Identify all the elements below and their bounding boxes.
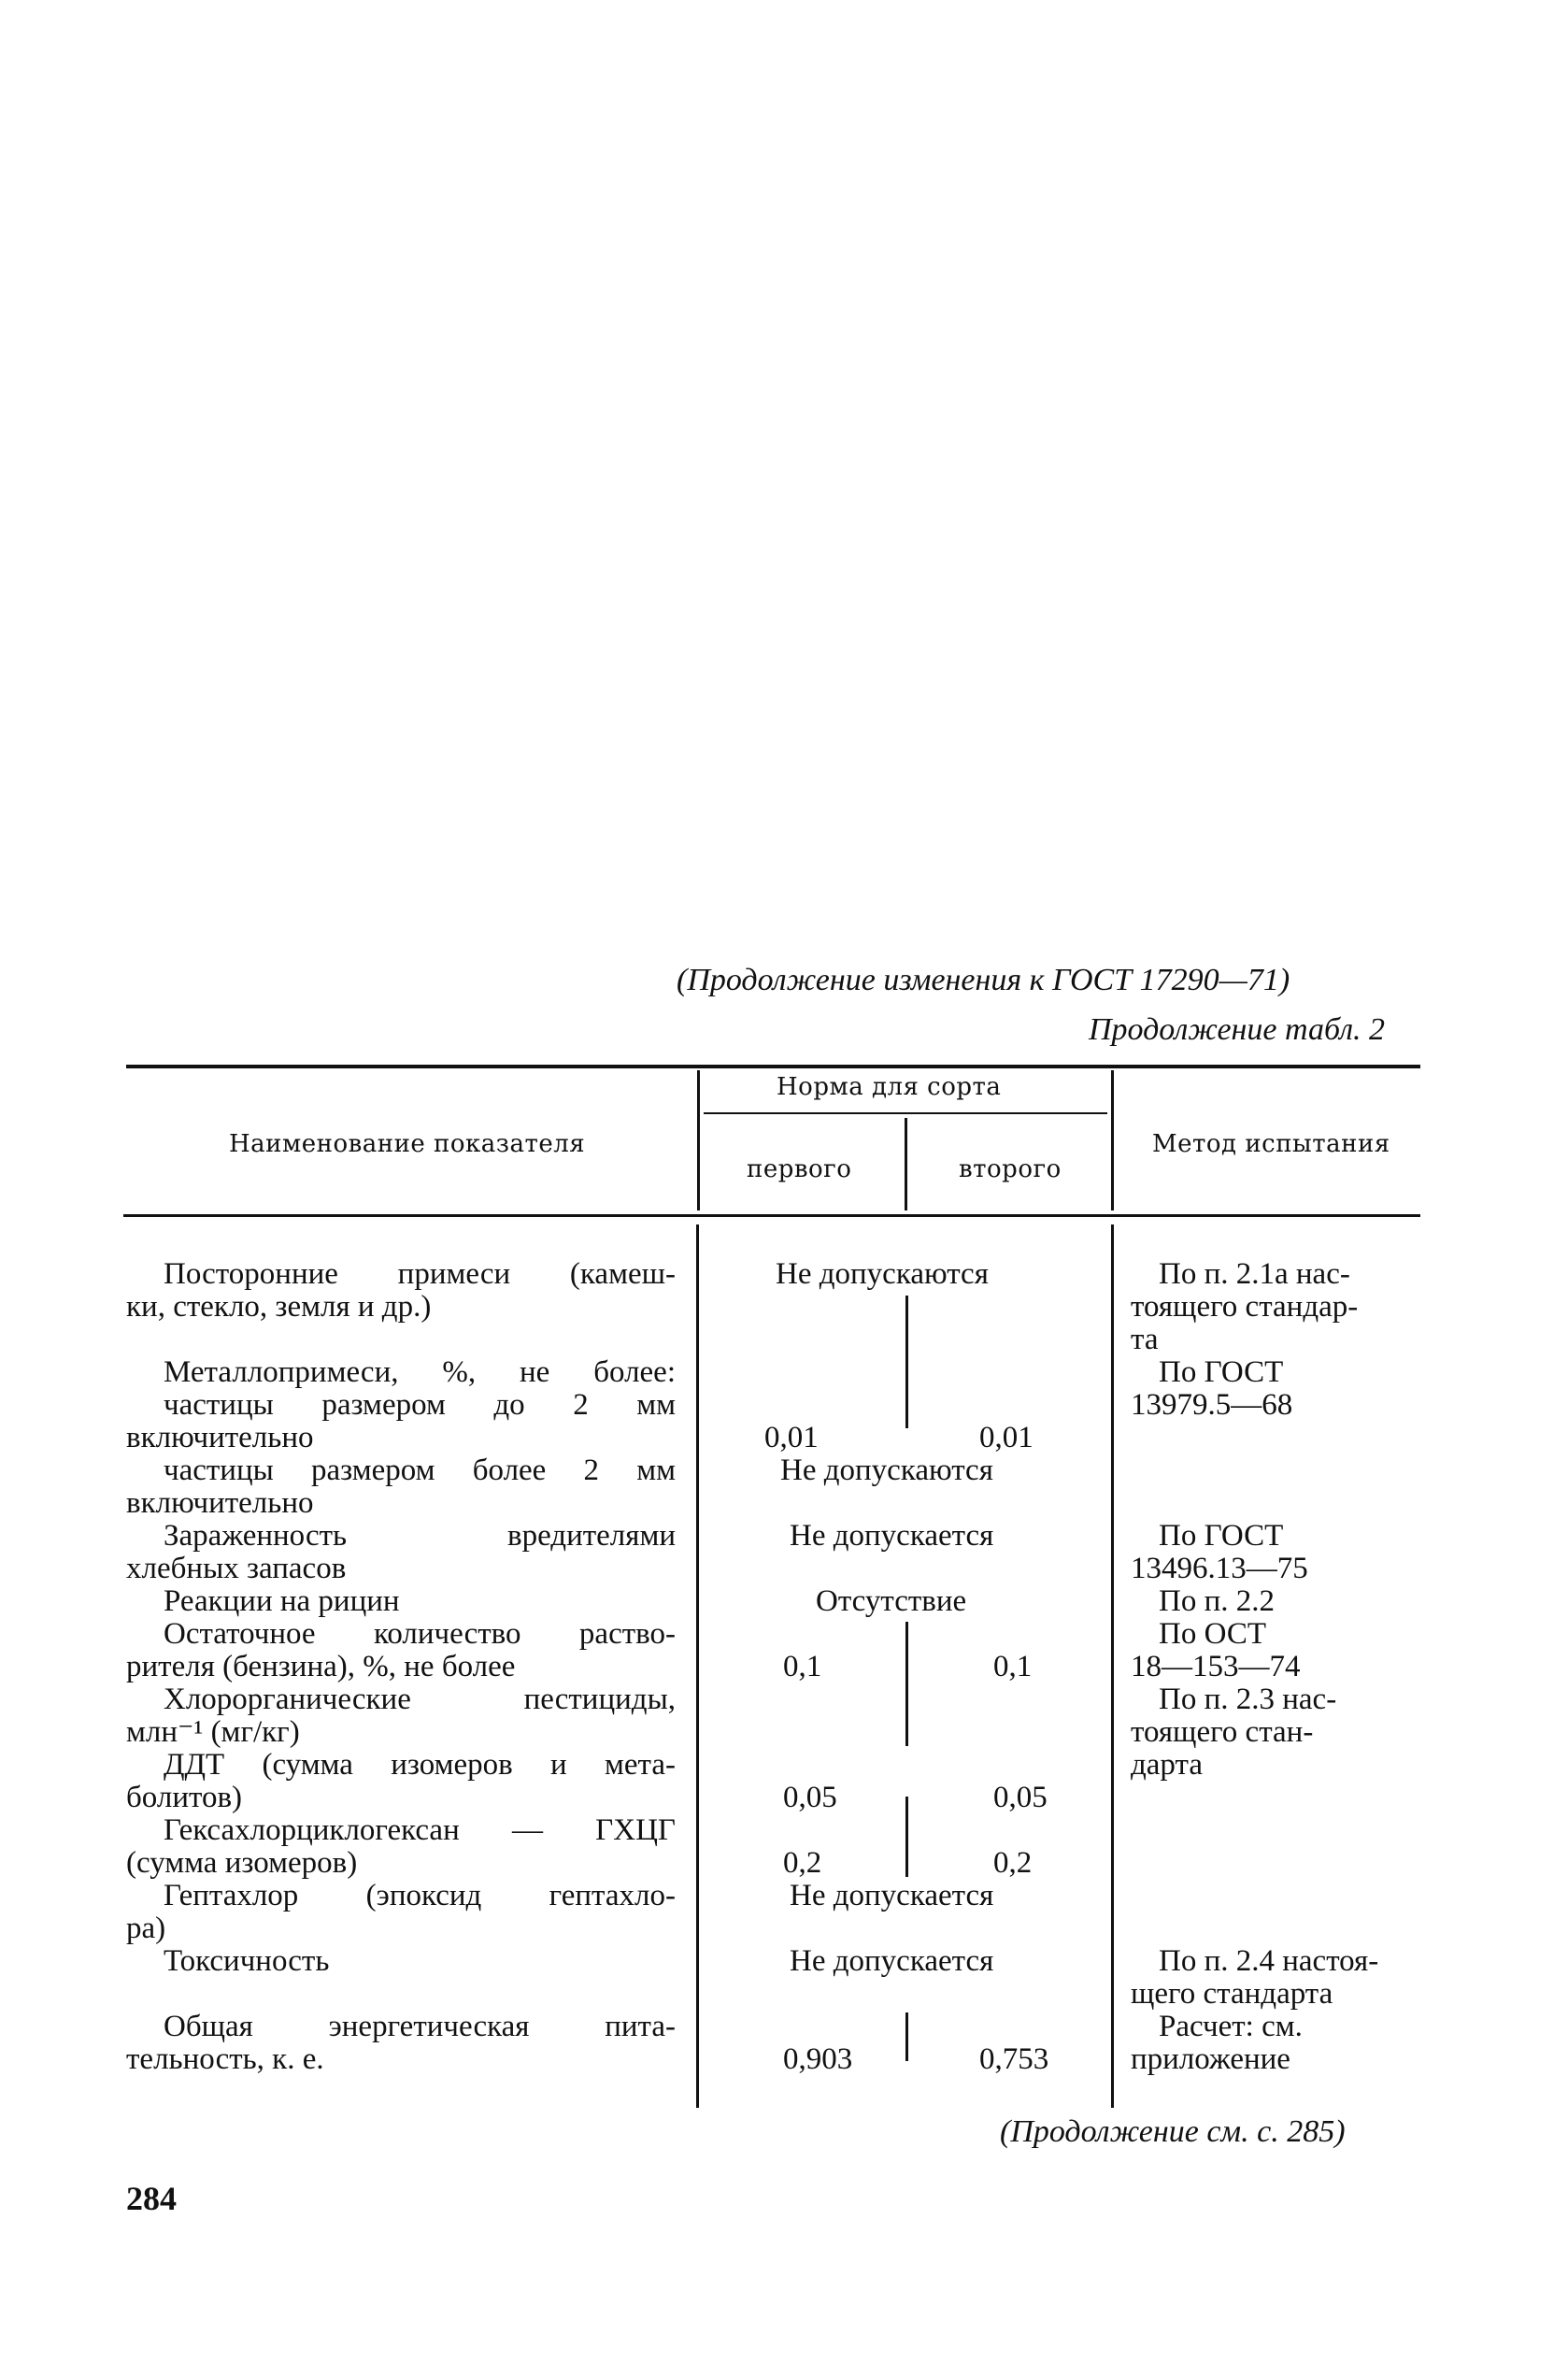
row-name-line: Посторонние примеси (камеш- xyxy=(164,1257,676,1291)
row-second-value: 0,2 xyxy=(993,1846,1033,1880)
row-method-line: 18—153—74 xyxy=(1131,1650,1301,1683)
mid-vline-1 xyxy=(905,1296,908,1428)
row-method-line: дарта xyxy=(1131,1748,1203,1782)
row-name-line: Металлопримеси, %, не более: xyxy=(164,1355,676,1389)
row-name-line: ки, стекло, земля и др.) xyxy=(126,1290,432,1324)
row-first-value: 0,903 xyxy=(783,2042,853,2076)
row-method-line: Расчет: см. xyxy=(1159,2010,1303,2043)
row-second-value: 0,05 xyxy=(993,1781,1048,1814)
row-method-line: По ГОСТ xyxy=(1159,1355,1284,1389)
continuation-title: (Продолжение изменения к ГОСТ 17290—71) xyxy=(677,963,1290,997)
row-second-value: 0,1 xyxy=(993,1650,1033,1683)
row-name-line: болитов) xyxy=(126,1781,243,1814)
table-continuation-label: Продолжение табл. 2 xyxy=(1089,1012,1386,1047)
row-method-line: тоящего стан- xyxy=(1131,1715,1314,1749)
row-name-line: частицы размером более 2 мм xyxy=(164,1454,676,1487)
row-norm-merged: Не допускаются xyxy=(776,1257,989,1291)
row-norm-merged: Не допускается xyxy=(790,1944,994,1978)
col-header-name: Наименование показателя xyxy=(229,1130,586,1158)
header-bottom-rule xyxy=(123,1214,1420,1217)
row-method-line: По п. 2.2 xyxy=(1159,1584,1275,1618)
row-name-line: рителя (бензина), %, не более xyxy=(126,1650,516,1683)
row-norm-merged: Не допускаются xyxy=(780,1454,993,1487)
row-name-line: Гептахлор (эпоксид гептахло- xyxy=(164,1879,676,1912)
row-name-line: ДДТ (сумма изомеров и мета- xyxy=(164,1748,676,1782)
row-method-line: приложение xyxy=(1131,2042,1290,2076)
row-name-line: включительно xyxy=(126,1486,314,1520)
row-method-line: По п. 2.4 настоя- xyxy=(1159,1944,1379,1978)
row-first-value: 0,05 xyxy=(783,1781,837,1814)
row-name-line: Остаточное количество раство- xyxy=(164,1617,676,1651)
header-vline-right xyxy=(1111,1070,1114,1210)
row-name-line: млн⁻¹ (мг/кг) xyxy=(126,1715,300,1749)
row-norm-merged: Не допускается xyxy=(790,1519,994,1553)
row-method-line: тоящего стандар- xyxy=(1131,1290,1359,1324)
mid-vline-3 xyxy=(905,1797,908,1877)
col-header-second: второго xyxy=(959,1155,1062,1183)
row-method-line: 13496.13—75 xyxy=(1131,1552,1308,1585)
col-header-norm: Норма для сорта xyxy=(777,1073,1002,1101)
row-method-line: По п. 2.1а нас- xyxy=(1159,1257,1350,1291)
row-name-line: Общая энергетическая пита- xyxy=(164,2010,676,2043)
row-norm-merged: Отсутствие xyxy=(816,1584,967,1618)
body-vline-left xyxy=(696,1224,699,2108)
row-method-line: щего стандарта xyxy=(1131,1977,1333,2011)
row-second-value: 0,753 xyxy=(979,2042,1049,2076)
mid-vline-4 xyxy=(905,2012,908,2061)
row-name-line: Токсичность xyxy=(164,1944,330,1978)
row-name-line: ра) xyxy=(126,1912,166,1945)
row-name-line: Хлорорганические пестициды, xyxy=(164,1683,676,1716)
row-method-line: По ОСТ xyxy=(1159,1617,1266,1651)
row-name-line: частицы размером до 2 мм xyxy=(164,1388,676,1422)
page-number: 284 xyxy=(126,2180,177,2217)
row-norm-merged: Не допускается xyxy=(790,1879,994,1912)
col-header-first: первого xyxy=(747,1155,852,1183)
row-first-value: 0,1 xyxy=(783,1650,822,1683)
header-vline-left xyxy=(697,1070,700,1210)
row-method-line: По ГОСТ xyxy=(1159,1519,1284,1553)
row-second-value: 0,01 xyxy=(979,1421,1033,1454)
row-name-line: Гексахлорциклогексан — ГХЦГ xyxy=(164,1813,676,1847)
header-vline-mid xyxy=(905,1118,907,1210)
row-method-line: 13979.5—68 xyxy=(1131,1388,1293,1422)
row-name-line: (сумма изомеров) xyxy=(126,1846,358,1880)
row-first-value: 0,2 xyxy=(783,1846,822,1880)
row-method-line: та xyxy=(1131,1323,1159,1356)
row-name-line: Реакции на рицин xyxy=(164,1584,400,1618)
continuation-note: (Продолжение см. с. 285) xyxy=(1000,2114,1346,2149)
row-first-value: 0,01 xyxy=(764,1421,819,1454)
row-method-line: По п. 2.3 нас- xyxy=(1159,1683,1337,1716)
body-vline-right xyxy=(1111,1224,1114,2108)
row-name-line: включительно xyxy=(126,1421,314,1454)
mid-vline-2 xyxy=(905,1622,908,1746)
norm-header-divider xyxy=(704,1112,1107,1114)
row-name-line: Зараженность вредителями xyxy=(164,1519,676,1553)
col-header-method: Метод испытания xyxy=(1152,1130,1390,1158)
row-name-line: тельность, к. е. xyxy=(126,2042,324,2076)
table-top-rule xyxy=(126,1065,1420,1068)
row-name-line: хлебных запасов xyxy=(126,1552,347,1585)
